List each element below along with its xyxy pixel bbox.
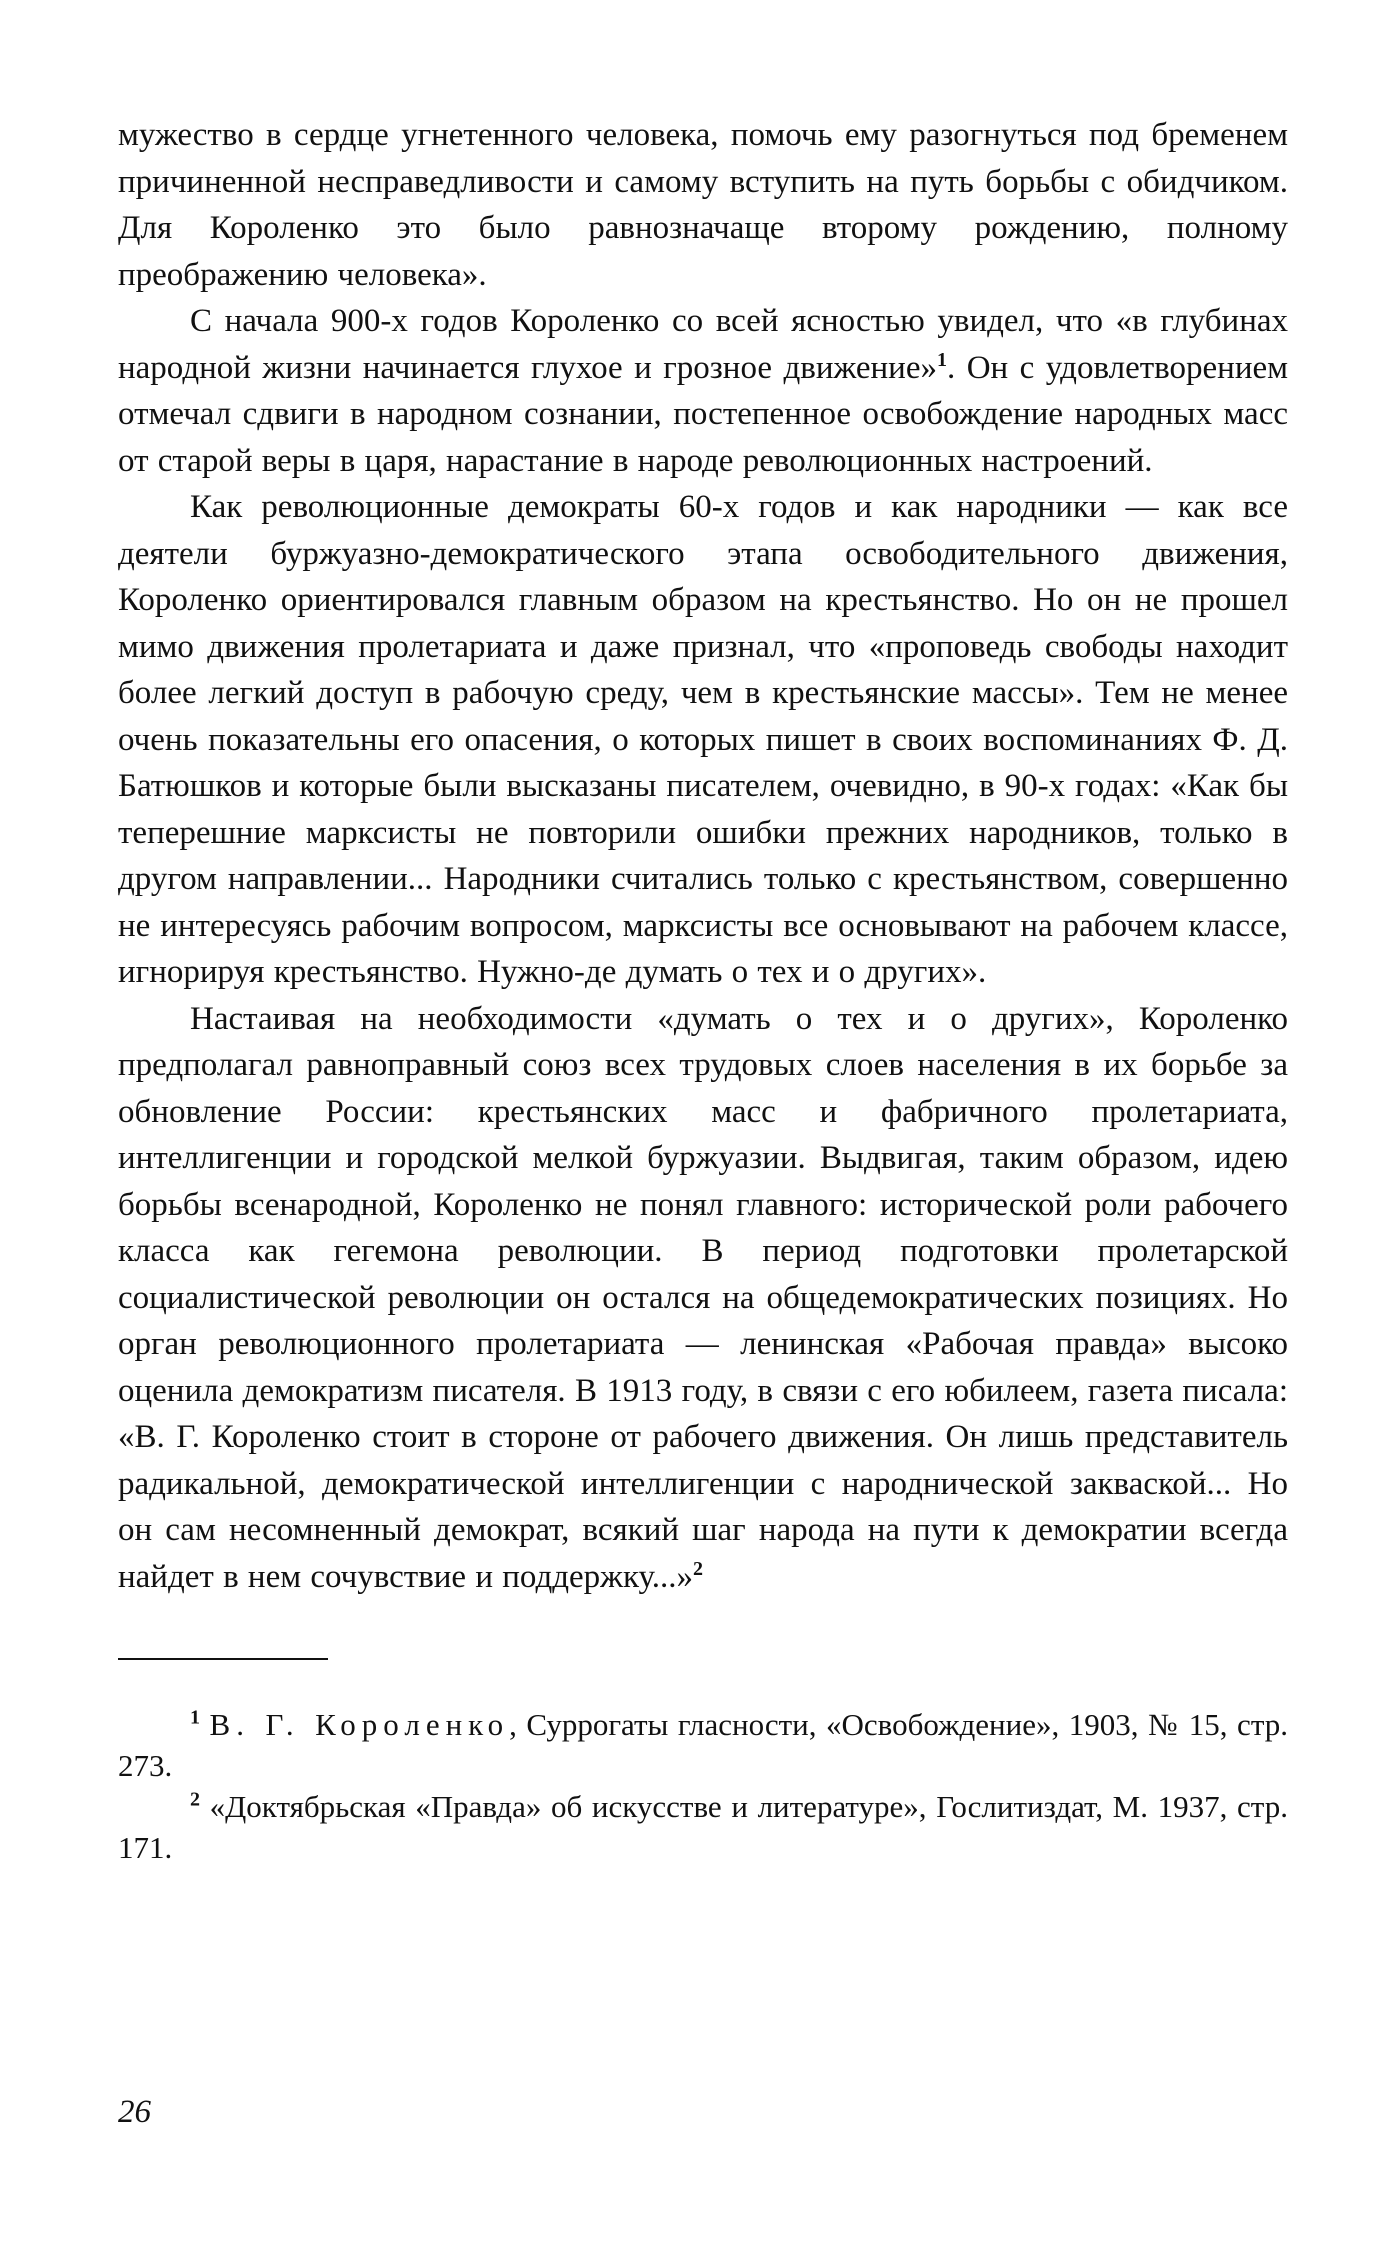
text-run: Как революционные демократы 60-х годов и как народники — как все деятели буржуазно-демократического этапа освободительного движения, Короленко ориентировался главным образом на крестьянство. Но он не прошел мимо движения пролетариата и даже признал, что «проповедь свободы находит более легкий доступ в рабочую среду, чем в крестьянские массы». Тем не менее очень показательны его опасения, о которых пишет в своих воспоминаниях Ф. Д. Батюшков и которые были высказаны писателем, очевидно, в 90-х годах: «Как бы теперешние марксисты не повторили ошибки прежних народников, только в другом направлении... Народники считались только с крестьянством, совершенно не интересуясь рабочим вопросом, марксисты все основывают на рабочем классе, игнорируя крестьянство. Нужно-де думать о тех и о других».	[118, 489, 1288, 990]
paragraph	[118, 298, 1288, 484]
page-number: 26	[118, 2094, 151, 2130]
text-run: Настаивая на необходимости «думать о тех и о других», Короленко предполагал равноправный союз всех трудовых слоев населения в их борьбе за обновление России: крестьянских масс и фабричного пролетариата, интеллигенции и городской мелкой буржуазии. Выдвигая, таким образом, идею борьбы всенародной, Короленко не понял главного: исторической роли рабочего класса как гегемона революции. В период подготовки пролетарской социалистической революции он остался на общедемократических позициях. Но орган революционного пролетариата — ленинская «Рабочая правда» высоко оценила демократизм писателя. В 1913 году, в связи с его юбилеем, газета писала: «В. Г. Короленко стоит в стороне от рабочего движения. Он лишь представитель радикальной, демократической интеллигенции с народнической закваской... Но он сам несомненный демократ, всякий шаг народа на пути к демократии всегда найдет в нем сочувствие и поддержку...»	[118, 1000, 1288, 1595]
footnote-marker: 2	[190, 1788, 200, 1811]
footnotes	[118, 1704, 1288, 1868]
page	[118, 112, 1288, 1868]
footnote	[118, 1786, 1288, 1868]
text-run	[200, 1707, 210, 1742]
footnote-separator	[118, 1658, 328, 1660]
footnote-marker: 2	[693, 1557, 703, 1580]
author-name: В. Г. Короленко	[209, 1707, 510, 1742]
text-run: , Суррогаты гласности, «Освобождение», 1903, № 15, стр. 273.	[118, 1707, 1288, 1783]
text-run: С начала 900-х годов Короленко со всей ясностью увидел, что «в глубинах народной жизни начинается глухое и грозное движение»	[118, 303, 1288, 386]
paragraph	[118, 484, 1288, 996]
main-text	[118, 112, 1288, 1600]
footnote-marker: 1	[190, 1706, 200, 1729]
paragraph	[118, 996, 1288, 1601]
footnote	[118, 1704, 1288, 1786]
text-run: . Он с удовлетворением отмечал сдвиги в народном сознании, постепенное освобождение народных масс от старой веры в царя, нарастание в народе революционных настроений.	[118, 349, 1289, 479]
text-run: мужество в сердце угнетенного человека, помочь ему разогнуться под бременем причиненной несправедливости и самому вступить на путь борьбы с обидчиком. Для Короленко это было равнозначаще второму рождению, полному преображению человека».	[118, 117, 1288, 293]
text-run: «Доктябрьская «Правда» об искусстве и литературе», Гослитиздат, М. 1937, стр. 171.	[118, 1789, 1288, 1865]
paragraph	[118, 112, 1288, 298]
footnote-marker: 1	[936, 348, 947, 371]
